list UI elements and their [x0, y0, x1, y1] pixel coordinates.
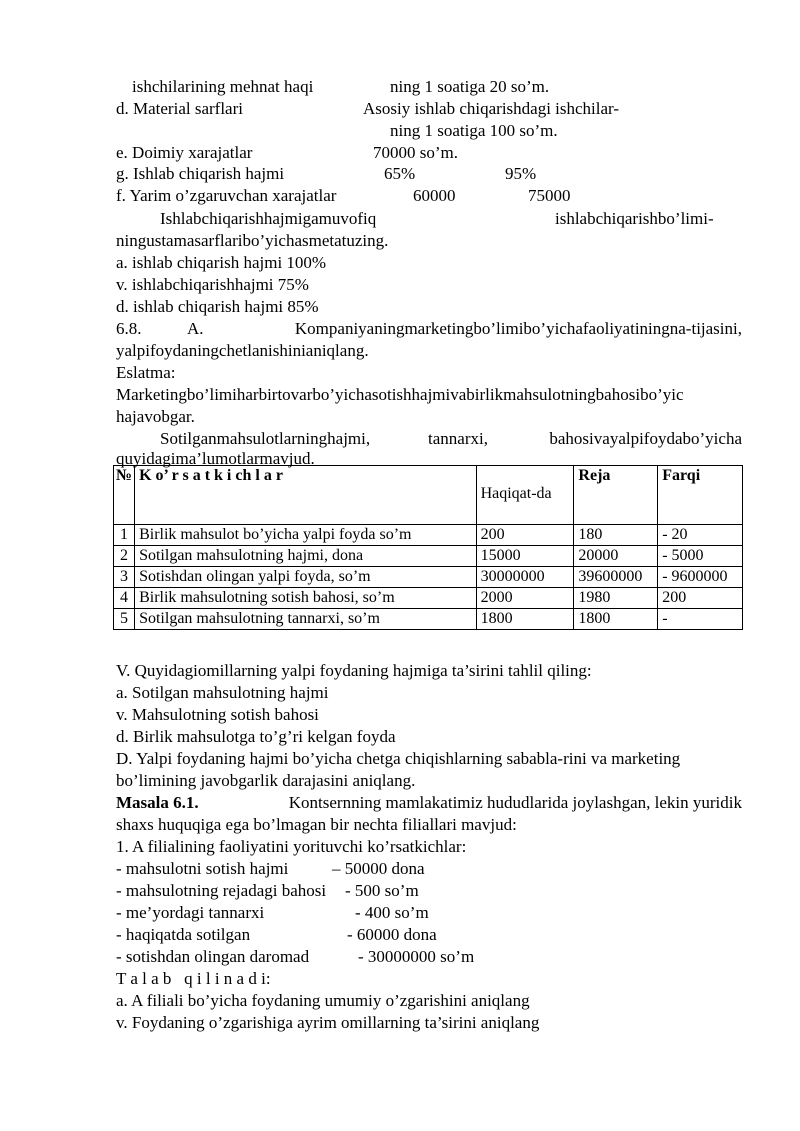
indicator-value: - 400 so’m: [355, 903, 429, 922]
header-actual: Haqiqat-da: [476, 466, 574, 525]
requirements-heading: T a l a b q i l i n a d i:: [116, 969, 271, 988]
note-line2: hajavobgar.: [116, 407, 195, 426]
row-actual: 2000: [476, 588, 574, 609]
indicator-label: - mahsulotning rejadagi bahosi: [116, 881, 327, 900]
header-indicators: K o’ r s a t k i ch l a r: [135, 466, 477, 525]
indicator-value: - 500 so’m: [345, 881, 419, 900]
row-number: 1: [114, 525, 135, 546]
para1-line1-right: ishlabchiqarishbo’limi-: [555, 209, 714, 228]
list-item: a. Sotilgan mahsulotning hajmi: [116, 683, 329, 702]
table-row: [114, 525, 743, 546]
indicator-value: - 30000000 so’m: [358, 947, 475, 966]
table-header-row: [114, 466, 743, 525]
row-plan: 39600000: [574, 567, 658, 588]
row-label: Sotishdan olingan yalpi foyda, so’m: [135, 567, 477, 588]
list-item: d. ishlab chiqarish hajmi 85%: [116, 297, 319, 316]
paraD-line2: bo’limining javobgarlik darajasini aniqlang.: [116, 771, 416, 790]
row-actual: 15000: [476, 546, 574, 567]
row-number: 2: [114, 546, 135, 567]
table-row: [114, 609, 743, 630]
row-plan: 1980: [574, 588, 658, 609]
para2-word3: bahosivayalpifoydabo’yicha: [549, 429, 742, 448]
task-text-line2: yalpifoydaningchetlanishinianiqlang.: [116, 341, 369, 360]
row-number: 3: [114, 567, 135, 588]
list-item: d. Birlik mahsulotga to’g’ri kelgan foyda: [116, 727, 396, 746]
line-labor-wage: ishchilarining mehnat haqi: [132, 77, 314, 96]
note-line1: Marketingbo’limiharbirtovarbo’yichasotishhajmivabirlikmahsulotningbahosibo’yic: [116, 385, 684, 404]
masala-label: Masala 6.1.: [116, 793, 199, 812]
indicator-label: - mahsulotni sotish hajmi: [116, 859, 289, 878]
line-material-costs: d. Material sarflari: [116, 99, 243, 118]
row-plan: 180: [574, 525, 658, 546]
row-label: Sotilgan mahsulotning hajmi, dona: [135, 546, 477, 567]
indicator-label: - me’yordagi tannarxi: [116, 903, 265, 922]
header-difference: Farqi: [658, 466, 743, 525]
para1-line1-left: Ishlabchiqarishhajmigamuvofiq: [160, 209, 377, 228]
para1-line2: ningustamasarflaribo’yichasmetatuzing.: [116, 231, 389, 250]
list-item: a. ishlab chiqarish hajmi 100%: [116, 253, 327, 272]
masala-line1: Kontsernning mamlakatimiz hududlarida joylashgan, lekin yuridik: [288, 793, 742, 812]
list-item: a. A filiali bo’yicha foydaning umumiy o’zgarishini aniqlang: [116, 991, 530, 1010]
row-difference: - 5000: [658, 546, 743, 567]
para2-word2: tannarxi,: [428, 429, 488, 448]
line-fixed-costs-value: 70000 so’m.: [373, 143, 458, 162]
row-difference: - 9600000: [658, 567, 743, 588]
line-material-costs-value-2: ning 1 soatiga 100 so’m.: [390, 121, 558, 140]
row-label: Birlik mahsulotning sotish bahosi, so’m: [135, 588, 477, 609]
list-item: v. ishlabchiqarishhajmi 75%: [116, 275, 309, 294]
row-number: 5: [114, 609, 135, 630]
row-difference: -: [658, 609, 743, 630]
row-actual: 1800: [476, 609, 574, 630]
row-number: 4: [114, 588, 135, 609]
indicators-table: [113, 465, 743, 630]
masala-line2: shaxs huquqiga ega bo’lmagan bir nechta filiallari mavjud:: [116, 815, 517, 834]
line-semi-variable-costs-value-2: 75000: [528, 186, 571, 205]
task-number: 6.8.: [116, 319, 142, 338]
para2-line2: quyidagima’lumotlarmavjud.: [116, 449, 315, 468]
table-row: [114, 546, 743, 567]
masala-line3: 1. A filialining faoliyatini yorituvchi ko’rsatkichlar:: [116, 837, 467, 856]
analysis-instruction: V. Quyidagiomillarning yalpi foydaning hajmiga ta’sirini tahlil qiling:: [116, 661, 592, 680]
line-material-costs-value: Asosiy ishlab chiqarishdagi ishchilar-: [363, 99, 620, 118]
paraD-line1: D. Yalpi foydaning hajmi bo’yicha chetga chiqishlarning sababla-rini va marketing: [116, 749, 681, 768]
para2-word1: Sotilganmahsulotlarninghajmi,: [160, 429, 371, 448]
line-semi-variable-costs: f. Yarim o’zgaruvchan xarajatlar: [116, 186, 337, 205]
indicator-label: - haqiqatda sotilgan: [116, 925, 251, 944]
line-semi-variable-costs-value-1: 60000: [413, 186, 456, 205]
indicator-value: – 50000 dona: [332, 859, 425, 878]
row-difference: - 20: [658, 525, 743, 546]
list-item: v. Foydaning o’zgarishiga ayrim omillarning ta’sirini aniqlang: [116, 1013, 540, 1032]
header-number: №: [114, 466, 135, 525]
indicator-value: - 60000 dona: [347, 925, 437, 944]
row-actual: 200: [476, 525, 574, 546]
line-fixed-costs: e. Doimiy xarajatlar: [116, 143, 253, 162]
line-production-volume-value-1: 65%: [384, 164, 416, 183]
row-label: Birlik mahsulot bo’yicha yalpi foyda so’m: [135, 525, 477, 546]
list-item: v. Mahsulotning sotish bahosi: [116, 705, 319, 724]
line-production-volume: g. Ishlab chiqarish hajmi: [116, 164, 285, 183]
row-plan: 1800: [574, 609, 658, 630]
row-actual: 30000000: [476, 567, 574, 588]
header-plan: Reja: [574, 466, 658, 525]
row-difference: 200: [658, 588, 743, 609]
line-labor-wage-value: ning 1 soatiga 20 so’m.: [390, 77, 550, 96]
task-text: Kompaniyaningmarketingbo’limibo’yichafaoliyatiningna-tijasini,: [294, 319, 742, 338]
row-plan: 20000: [574, 546, 658, 567]
table-row: [114, 588, 743, 609]
table-row: [114, 567, 743, 588]
indicator-label: - sotishdan olingan daromad: [116, 947, 310, 966]
row-label: Sotilgan mahsulotning tannarxi, so’m: [135, 609, 477, 630]
note-label: Eslatma:: [116, 363, 176, 382]
task-letter: A.: [187, 319, 204, 338]
line-production-volume-value-2: 95%: [505, 164, 537, 183]
